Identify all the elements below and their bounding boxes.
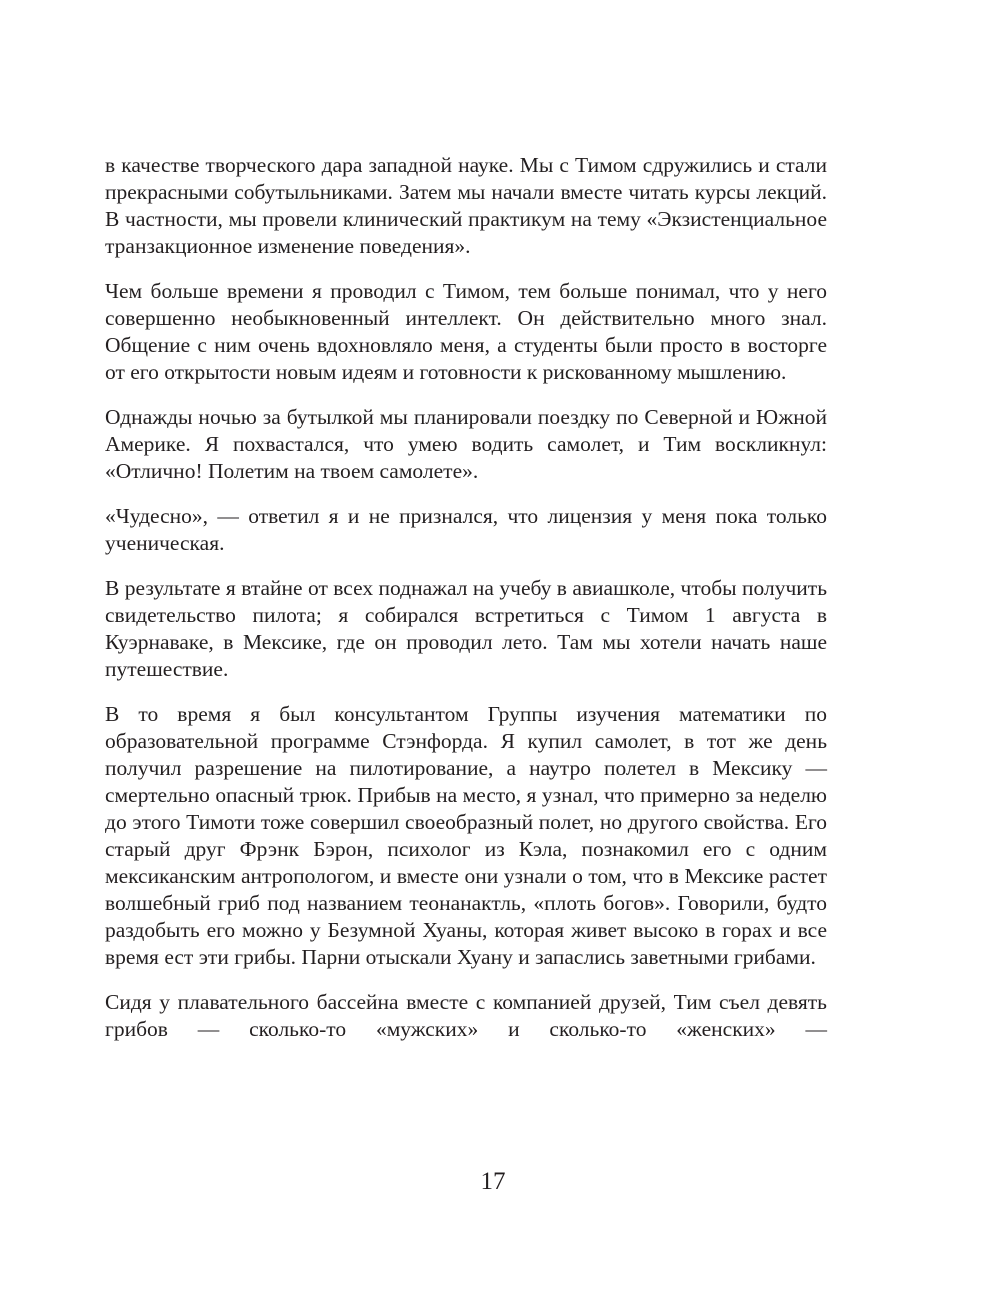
paragraph-3: Однажды ночью за бутылкой мы планировали поездку по Северной и Южной Америке. Я похвастался, что умею водить самолет, и Тим воскликнул: «Отлично! Полетим на твоем самолете». [105,405,827,483]
paragraph-2: Чем больше времени я проводил с Тимом, тем больше понимал, что у него совершенно необыкновенный интеллект. Он действительно много знал. Общение с ним очень вдохновляло меня, а студенты были просто в восторге от его открытости новым идеям и готовности к рискованному мышлению. [105,279,827,384]
paragraph-5: В результате я втайне от всех поднажал на учебу в авиашколе, чтобы получить свидетельство пилота; я собирался встретиться с Тимом 1 августа в Куэрнаваке, в Мексике, где он проводил лето. Там мы хотели начать наше путешествие. [105,576,827,681]
page-number: 17 [480,1168,506,1195]
body-text [105,152,827,1061]
paragraph-7: Сидя у плавательного бассейна вместе с компанией друзей, Тим съел девять грибов — сколько-то «мужских» и сколько-то «женских» — [105,990,827,1041]
paragraph-6: В то время я был консультантом Группы изучения математики по образовательной программе Стэнфорда. Я купил самолет, в тот же день получил разрешение на пилотирование, а наутро полетел в Мексику — смертельно опасный трюк. Прибыв на место, я узнал, что примерно за неделю до этого Тимоти тоже совершил своеобразный полет, но другого свойства. Его старый друг Фрэнк Бэрон, психолог из Кэла, познакомил его с одним мексиканским антропологом, и вместе они узнали о том, что в Мексике растет волшебный гриб под названием теонанактль, «плоть богов». Говорили, будто раздобыть его можно у Безумной Хуаны, которая живет высоко в горах и все время ест эти грибы. Парни отыскали Хуану и запаслись заветными грибами. [105,702,827,969]
paragraph-1: в качестве творческого дара западной науке. Мы с Тимом сдружились и стали прекрасными собутыльниками. Затем мы начали вместе читать курсы лекций. В частности, мы провели клинический практикум на тему «Экзистенциальное транзакционное изменение поведения». [105,153,827,258]
paragraph-4: «Чудесно», — ответил я и не признался, что лицензия у меня пока только ученическая. [105,504,827,555]
